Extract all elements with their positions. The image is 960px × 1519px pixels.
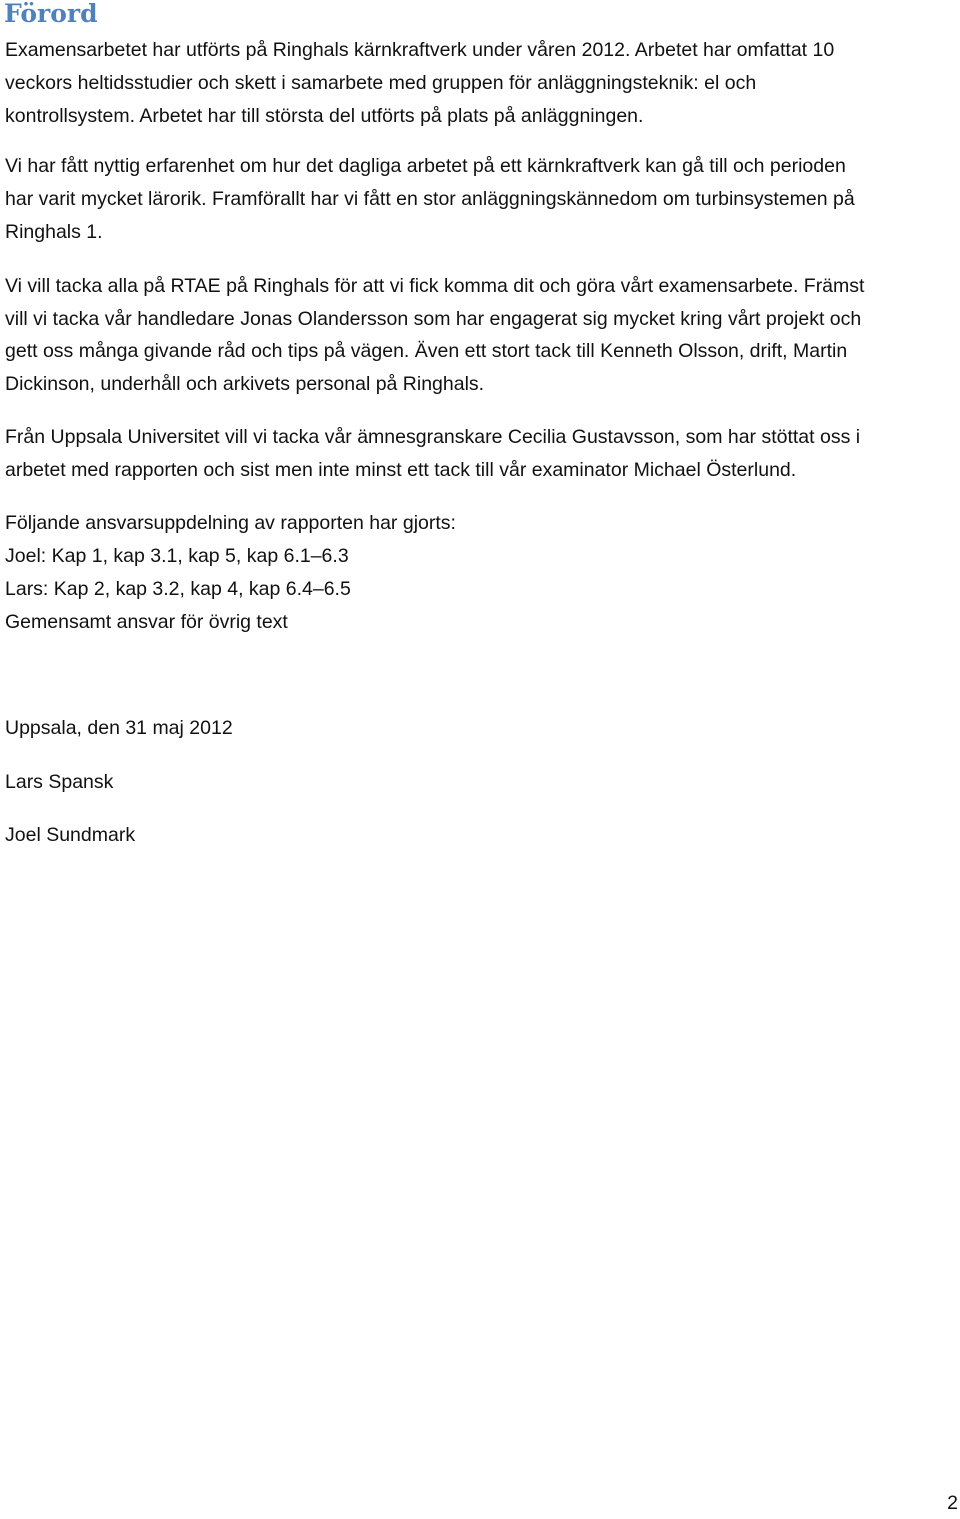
paragraph-line: Dickinson, underhåll och arkivets personal på Ringhals. [5,372,485,395]
paragraph-line: arbetet med rapporten och sist men inte minst ett tack till vår examinator Michael Österlund. [5,459,797,481]
responsibility-lars: Lars: Kap 2, kap 3.2, kap 4, kap 6.4–6.5 [5,578,351,600]
paragraph-line: gett oss många givande råd och tips på vägen. Även ett stort tack till Kenneth Olsson, drift, Martin [5,340,848,362]
paragraph-line: Från Uppsala Universitet vill vi tacka vår ämnesgranskare Cecilia Gustavsson, som har stöttat oss i [5,426,861,448]
paragraph-line: vill vi tacka vår handledare Jonas Olandersson som har engagerat sig mycket kring vårt projekt och [5,307,862,330]
paragraph-line: har varit mycket lärorik. Framförallt har vi fått en stor anläggningskännedom om turbinsystemen på [5,188,855,210]
signature-name: Lars Spansk [5,771,114,793]
paragraph-line: Vi har fått nyttig erfarenhet om hur det dagliga arbetet på ett kärnkraftverk kan gå till och perioden [5,155,846,177]
paragraph-responsibilities [5,507,456,639]
responsibility-joel: Joel: Kap 1, kap 3.1, kap 5, kap 6.1–6.3 [5,545,349,567]
section-heading: Förord [4,0,98,28]
paragraph-experience [5,150,855,249]
paragraph-line: Följande ansvarsuppdelning av rapporten har gjorts: [5,512,456,534]
page-number: 2 [947,1492,958,1514]
responsibility-shared: Gemensamt ansvar för övrig text [5,611,288,633]
paragraph-intro [5,34,834,133]
place-date: Uppsala, den 31 maj 2012 [5,717,233,739]
paragraph-line: Examensarbetet har utförts på Ringhals kärnkraftverk under våren 2012. Arbetet har omfattat 10 [5,39,835,61]
signature-name: Joel Sundmark [5,824,136,846]
paragraph-line: Vi vill tacka alla på RTAE på Ringhals för att vi fick komma dit och göra vårt examensarbete. Främst [5,275,865,297]
paragraph-line: kontrollsystem. Arbetet har till största del utförts på plats på anläggningen. [5,105,644,127]
paragraph-line: veckors heltidsstudier och skett i samarbete med gruppen för anläggningsteknik: el och [5,72,757,94]
paragraph-line: Ringhals 1. [5,221,103,243]
paragraph-university [5,421,860,487]
paragraph-thanks [5,270,864,400]
